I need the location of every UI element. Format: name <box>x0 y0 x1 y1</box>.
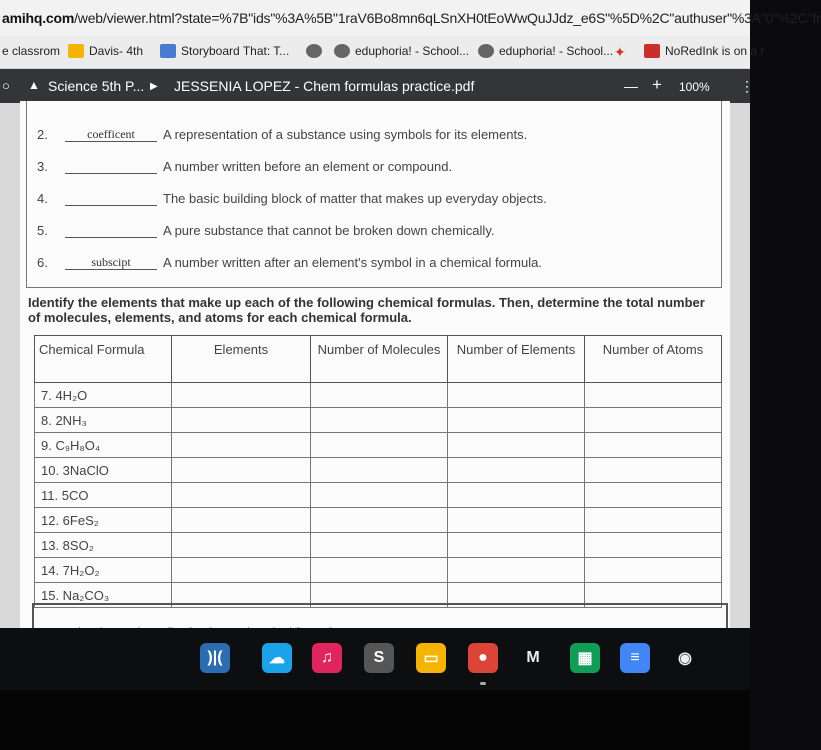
drive-icon: ▲ <box>28 78 40 92</box>
formula-cell: 8. 2NH₃ <box>35 408 172 433</box>
formula-cell: 7. 4H₂O <box>35 383 172 408</box>
bookmark-label: eduphoria! - School... <box>499 44 614 58</box>
answer-cell[interactable] <box>172 458 311 483</box>
vocab-definition: The basic building block of matter that makes up everyday objects. <box>163 191 547 206</box>
answer-cell[interactable] <box>585 558 722 583</box>
bookmark-eduphoria-1[interactable] <box>334 44 469 58</box>
answer-cell[interactable] <box>311 458 448 483</box>
answer-cell[interactable] <box>448 408 585 433</box>
answer-cell[interactable] <box>585 383 722 408</box>
answer-cell[interactable] <box>311 383 448 408</box>
answer-cell[interactable] <box>585 508 722 533</box>
answer-cell[interactable] <box>311 533 448 558</box>
bookmark-label: Storyboard That: T... <box>181 44 290 58</box>
vocab-definition: A representation of a substance using symbols for its elements. <box>163 127 528 142</box>
answer-cell[interactable] <box>448 558 585 583</box>
bookmark-eduphoria-2[interactable] <box>478 44 613 58</box>
bookmark-label: Davis- 4th <box>89 44 144 58</box>
bookmark-label: eduphoria! - School... <box>355 44 470 58</box>
chromeos-shelf <box>0 628 750 690</box>
answer-cell[interactable] <box>448 458 585 483</box>
vocab-definition: A number written before an element or compound. <box>163 159 453 174</box>
vocabulary-section <box>26 101 722 288</box>
camera-icon[interactable]: ◉ <box>678 650 692 667</box>
sparkle-icon: ✦ <box>614 44 626 60</box>
answer-cell[interactable] <box>585 433 722 458</box>
bookmark-globe[interactable] <box>306 44 322 58</box>
zoom-out-button[interactable]: — <box>624 78 638 94</box>
bookmark-noredink[interactable] <box>644 44 764 58</box>
answer-cell[interactable] <box>172 483 311 508</box>
vocab-number: 6. <box>37 255 48 270</box>
pdf-viewer-toolbar <box>0 69 754 103</box>
vocab-definition: A pure substance that cannot be broken down chemically. <box>163 223 495 238</box>
active-app-indicator <box>480 682 486 685</box>
globe-icon <box>334 44 350 58</box>
url-text[interactable] <box>2 10 821 26</box>
answer-blank[interactable]: coefficent <box>65 127 157 142</box>
file-title: JESSENIA LOPEZ - Chem formulas practice.pdf <box>174 78 475 94</box>
formula-cell: 14. 7H₂O₂ <box>35 558 172 583</box>
pdf-document-area[interactable] <box>0 103 750 628</box>
vocab-number: 2. <box>37 127 48 142</box>
column-header: Number of Molecules <box>311 336 448 383</box>
instructions: Identify the elements that make up each of the following chemical formulas. Then, determine the total number of molecules, elements, and atoms for each chemical formula. <box>28 295 705 325</box>
vocab-definition: A number written after an element's symbol in a chemical formula. <box>163 255 542 270</box>
answer-blank[interactable]: subscipt <box>65 255 157 270</box>
answer-blank[interactable] <box>65 191 157 206</box>
answer-blank[interactable] <box>65 223 157 238</box>
answer-cell[interactable] <box>448 433 585 458</box>
cloud-app-icon[interactable]: ☁ <box>262 643 292 673</box>
table-row <box>35 433 722 458</box>
answer-cell[interactable] <box>311 508 448 533</box>
sheets-icon[interactable]: ▦ <box>570 643 600 673</box>
formula-cell: 11. 5CO <box>35 483 172 508</box>
sketch-app-icon[interactable]: S <box>364 643 394 673</box>
answer-cell[interactable] <box>448 383 585 408</box>
answer-cell[interactable] <box>585 533 722 558</box>
docs-icon[interactable]: ≡ <box>620 643 650 673</box>
search-icon[interactable]: ○ <box>2 78 10 93</box>
answer-cell[interactable] <box>172 508 311 533</box>
answer-cell[interactable] <box>172 383 311 408</box>
answer-cell[interactable] <box>585 458 722 483</box>
classroom-icon <box>68 44 84 58</box>
bookmark-sparkle[interactable] <box>614 44 626 61</box>
gmail-icon[interactable]: M <box>526 649 540 666</box>
column-header: Elements <box>172 336 311 383</box>
globe-icon <box>478 44 494 58</box>
column-header: Chemical Formula <box>35 336 172 383</box>
bookmark-label: NoRedInk is on a r <box>665 44 765 58</box>
answer-cell[interactable] <box>311 408 448 433</box>
storyboard-icon <box>160 44 176 58</box>
answer-cell[interactable] <box>585 483 722 508</box>
table-row <box>35 458 722 483</box>
chevron-right-icon: ▶ <box>150 81 158 92</box>
zoom-level: 100% <box>679 80 710 94</box>
answer-cell[interactable] <box>448 483 585 508</box>
answer-cell[interactable] <box>448 508 585 533</box>
answer-cell[interactable] <box>311 483 448 508</box>
music-app-icon[interactable]: ♫ <box>312 643 342 673</box>
table-row <box>35 533 722 558</box>
column-header: Number of Elements <box>448 336 585 383</box>
slides-icon[interactable]: ▭ <box>416 643 446 673</box>
screen-bezel <box>0 690 750 750</box>
url-domain: amihq.com <box>2 10 75 26</box>
answer-cell[interactable] <box>172 433 311 458</box>
answer-cell[interactable] <box>448 533 585 558</box>
globe-icon <box>306 44 322 58</box>
vocab-number: 5. <box>37 223 48 238</box>
table-row <box>35 483 722 508</box>
classlink-icon[interactable]: )|( <box>200 643 230 673</box>
bookmark-classroom[interactable] <box>2 44 60 58</box>
bookmark-davis[interactable] <box>68 44 143 58</box>
chemical-formula-table <box>34 335 722 608</box>
formula-cell: 9. C₉H₈O₄ <box>35 433 172 458</box>
url-path: /web/viewer.html?state=%7B"ids"%3A%5B"1raV6Bo8mn6qLSnXH0tEoWwQuJJdz_e6S"%5D%2C"authuser"%3A"0"%2C"fr <box>74 10 821 26</box>
worksheet-page <box>20 101 730 641</box>
answer-cell[interactable] <box>311 558 448 583</box>
formula-cell: 12. 6FeS₂ <box>35 508 172 533</box>
noredink-icon <box>644 44 660 58</box>
table-row <box>35 383 722 408</box>
answer-cell[interactable] <box>172 408 311 433</box>
more-icon[interactable]: ⋮ <box>740 78 754 94</box>
chrome-icon[interactable]: ● <box>468 643 498 673</box>
answer-cell[interactable] <box>172 533 311 558</box>
bookmark-label: e classrom <box>2 44 61 58</box>
formula-cell: 13. 8SO₂ <box>35 533 172 558</box>
address-bar[interactable] <box>0 0 821 36</box>
formula-cell: 10. 3NaClO <box>35 458 172 483</box>
folder-breadcrumb[interactable]: Science 5th P... <box>48 78 145 94</box>
vocab-number: 3. <box>37 159 48 174</box>
answer-cell[interactable] <box>585 408 722 433</box>
zoom-in-button[interactable]: + <box>652 75 662 94</box>
table-row <box>35 558 722 583</box>
vocab-number: 4. <box>37 191 48 206</box>
table-header-row <box>35 336 722 383</box>
bookmarks-bar <box>0 36 765 69</box>
answer-cell[interactable] <box>311 433 448 458</box>
answer-cell[interactable] <box>172 558 311 583</box>
column-header: Number of Atoms <box>585 336 722 383</box>
table-row <box>35 508 722 533</box>
bookmark-storyboard[interactable] <box>160 44 289 58</box>
formula-cell: 15. Na₂CO₃ <box>35 583 172 608</box>
answer-blank[interactable] <box>65 159 157 174</box>
table-row <box>35 408 722 433</box>
